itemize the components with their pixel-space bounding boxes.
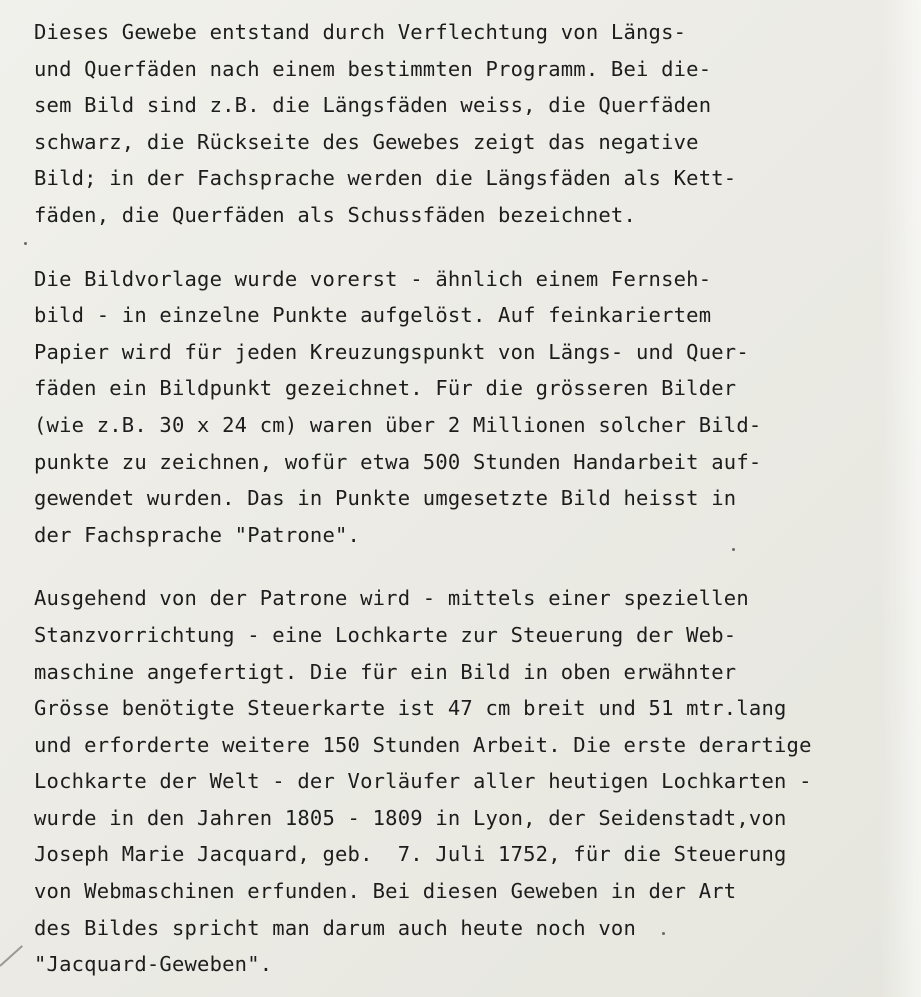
text-line: sem Bild sind z.B. die Längsfäden weiss, die Querfäden — [34, 93, 712, 118]
text-line: Ausgehend von der Patrone wird - mittels einer speziellen — [34, 586, 749, 611]
text-line: maschine angefertigt. Die für ein Bild in oben erwähnter — [34, 659, 737, 684]
text-line: Papier wird für jeden Kreuzungspunkt von Längs- und Quer- — [34, 339, 749, 364]
text-line: der Fachsprache "Patrone". — [34, 522, 361, 547]
text-line: Grösse benötigte Steuerkarte ist 47 cm breit und 51 mtr.lang — [34, 696, 787, 721]
text-line: von Webmaschinen erfunden. Bei diesen Geweben in der Art — [34, 879, 737, 904]
text-line: wurde in den Jahren 1805 - 1809 in Lyon, der Seidenstadt,von — [34, 805, 787, 830]
text-line: Lochkarte der Welt - der Vorläufer aller heutigen Lochkarten - — [34, 769, 812, 794]
text-line: Die Bildvorlage wurde vorerst - ähnlich einem Fernseh- — [34, 266, 712, 291]
text-line: bild - in einzelne Punkte aufgelöst. Auf feinkariertem — [34, 303, 712, 328]
text-line: Dieses Gewebe entstand durch Verflechtung von Längs- — [34, 20, 687, 44]
text-line: Stanzvorrichtung - eine Lochkarte zur Steuerung der Web- — [34, 622, 737, 647]
text-line: gewendet wurden. Das in Punkte umgesetzte Bild heisst in — [34, 486, 737, 511]
text-line: fäden, die Querfäden als Schussfäden bezeichnet. — [34, 202, 637, 227]
text-line: des Bildes spricht man darum auch heute noch von — [34, 915, 637, 940]
paper-fold-mark — [0, 945, 23, 967]
paper-speck — [732, 548, 735, 551]
text-line: und erforderte weitere 150 Stunden Arbeit. Die erste derartige — [34, 732, 812, 757]
text-line: (wie z.B. 30 x 24 cm) waren über 2 Millionen solcher Bild- — [34, 412, 762, 437]
text-line: punkte zu zeichnen, wofür etwa 500 Stunden Handarbeit auf- — [34, 449, 762, 474]
text-line: Bild; in der Fachsprache werden die Längsfäden als Kett- — [34, 166, 737, 191]
paper-speck — [662, 932, 665, 935]
paper-speck — [24, 242, 27, 245]
paragraph-jacquard-punchcard — [34, 580, 904, 983]
paragraph-weaving-structure — [34, 14, 904, 234]
text-line: "Jacquard-Geweben". — [34, 952, 273, 977]
text-line: fäden ein Bildpunkt gezeichnet. Für die grösseren Bilder — [34, 376, 737, 401]
text-line: Joseph Marie Jacquard, geb. 7. Juli 1752, für die Steuerung — [34, 842, 787, 867]
paragraph-patrone — [34, 261, 904, 554]
typed-text-block — [34, 14, 904, 997]
text-line: und Querfäden nach einem bestimmten Programm. Bei die- — [34, 56, 712, 81]
text-line: schwarz, die Rückseite des Gewebes zeigt das negative — [34, 129, 699, 154]
